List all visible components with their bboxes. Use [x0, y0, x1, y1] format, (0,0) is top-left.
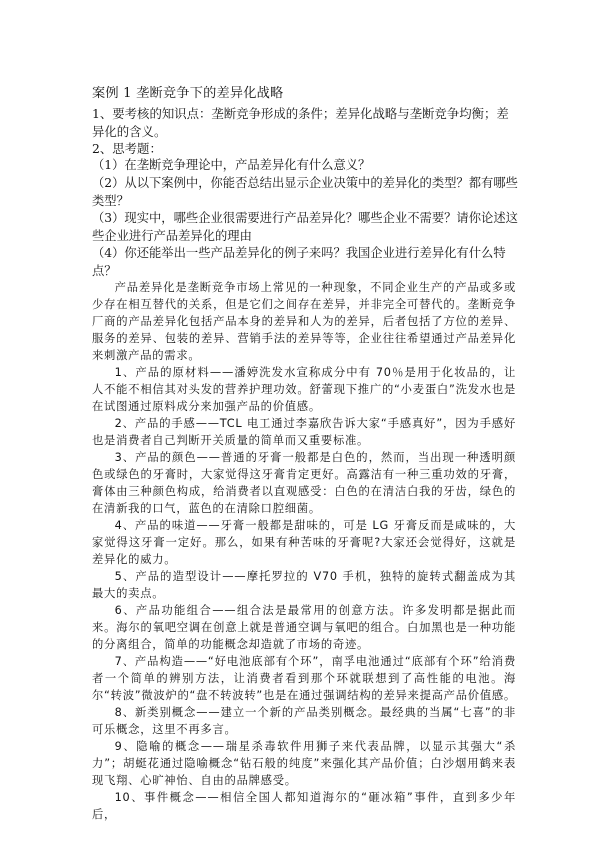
paragraph-function: 6、产品功能组合——组合法是最常用的创意方法。许多发明都是据此而来。海尔的氧吧空调在创意上就是普通空调与氧吧的组合。白加黑也是一种功能的分离组合，简单的功能概念却造就了市场的奇迹。	[92, 604, 516, 651]
paragraph-metaphor: 9、隐喻的概念——瑞星杀毒软件用狮子来代表品牌，以显示其强大“杀力”；胡蜓花通过隐喻概念“钻石般的纯度”来强化其产品价值；白沙烟用鹤来表现飞翔、心旷神怡、自由的品牌感受。	[92, 740, 516, 787]
questions-heading: 2、思考题：	[92, 141, 162, 156]
knowledge-points: 1、要考核的知识点：垄断竞争形成的条件；差异化战略与垄断竞争均衡；差异化的含义。	[92, 106, 509, 139]
paragraph-event: 10、事件概念——相信全国人都知道海尔的“砸冰箱”事件，直到多少年后，	[92, 791, 516, 821]
paragraph-touch: 2、产品的手感——TCL 电工通过李嘉欣告诉大家“手感真好”，因为手感好也是消费者自己判断开关质量的简单而又重要标准。	[92, 417, 516, 447]
paragraph-category: 8、新类别概念——建立一个新的产品类别概念。最经典的当属“七喜”的非可乐概念，这里不再多言。	[92, 706, 516, 736]
paragraph-raw-material: 1、产品的原材料——潘婷洗发水宣称成分中有 70％是用于化妆品的，让人不能不相信其对头发的营养护理功效。舒蕾现下推广的“小麦蛋白”洗发水也是在试图通过原料成分来加强产品的价值感。	[92, 366, 516, 413]
question-2: （2）从以下案例中，你能否总结出显示企业决策中的差异化的类型？都有哪些类型？	[92, 176, 518, 208]
paragraph-color: 3、产品的颜色——普通的牙膏一般都是白色的，然而，当出现一种透明颜色或绿色的牙膏时，大家觉得这牙膏肯定更好。高露洁有一种三重功效的牙膏，膏体由三种颜色构成，给消费者以直观感受：白色的在清洁白我的牙齿，绿色的在清新我的口气，蓝色的在清除口腔细菌。	[92, 451, 516, 515]
case-title: 案例 1 垄断竞争下的差异化战略	[92, 86, 284, 101]
question-1: （1）在垄断竞争理论中，产品差异化有什么意义？	[92, 158, 371, 172]
paragraph-design: 5、产品的造型设计——摩托罗拉的 V70 手机，独特的旋转式翻盖成为其最大的卖点。	[92, 570, 516, 600]
question-3: （3）现实中，哪些企业很需要进行产品差异化？哪些企业不需要？请你论述这些企业进行产品差异化的理由	[92, 211, 518, 243]
paragraph-taste: 4、产品的味道——牙膏一般都是甜味的，可是 LG 牙膏反而是咸味的，大家觉得这牙膏一定好。那么，如果有种苦味的牙膏呢?大家还会觉得好，这就是差异化的威力。	[92, 519, 516, 566]
question-4: （4）你还能举出一些产品差异化的例子来吗？我国企业进行差异化有什么特点？	[92, 246, 506, 278]
paragraph-structure: 7、产品构造——“好电池底部有个环”，南孚电池通过“底部有个环”给消费者一个简单的辨别方法，让消费者看到那个环就联想到了高性能的电池。海尔“转波”微波炉的“盘不转波转”也是在通过强调结构的差异来提高产品价值感。	[92, 655, 516, 702]
case-body	[92, 279, 516, 823]
intro-paragraph: 产品差异化是垄断竞争市场上常见的一种现象，不同企业生产的产品或多或少存在相互替代的关系，但是它们之间存在差异，并非完全可替代的。垄断竞争厂商的产品差异化包括产品本身的差异和人为的差异，后者包括了方位的差异、服务的差异、包装的差异、营销手法的差异等等，企业往往希望通过产品差异化来刺激产品的需求。	[92, 281, 516, 362]
